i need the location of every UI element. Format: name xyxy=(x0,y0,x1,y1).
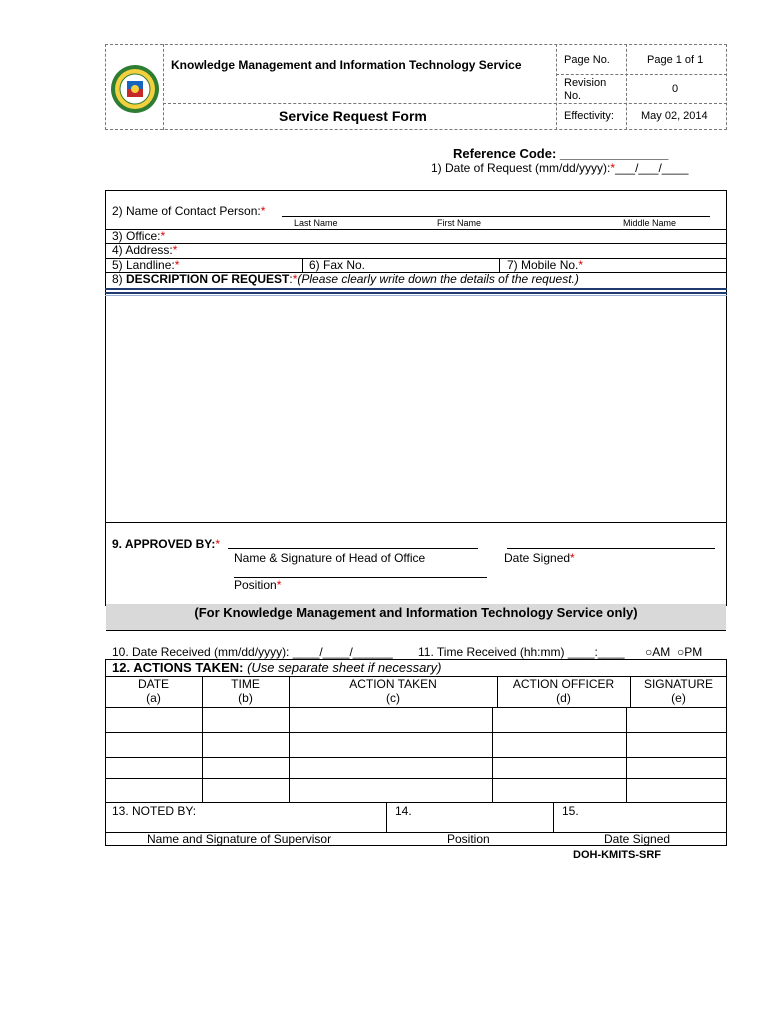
page-no-label: Page No. xyxy=(564,54,610,66)
header-divider xyxy=(556,44,557,130)
kmits-only-banner: (For Knowledge Management and Information Technology Service only) xyxy=(106,604,726,631)
cell-divider xyxy=(302,258,303,272)
col-sub: (e) xyxy=(671,691,686,705)
actions-taken-label xyxy=(112,660,441,675)
contact-person-text: 2) Name of Contact Person: xyxy=(112,204,261,218)
date-blanks: ___/___/____ xyxy=(615,161,689,175)
form-title: Service Request Form xyxy=(279,108,427,124)
radio-icon: ○ xyxy=(677,645,685,659)
col-header-time xyxy=(202,677,289,705)
header-divider xyxy=(163,103,727,104)
landline-field[interactable] xyxy=(112,258,179,272)
col-title: DATE xyxy=(137,677,170,691)
name-signature-caption: Name & Signature of Head of Office xyxy=(234,551,426,565)
contact-name-line[interactable] xyxy=(282,216,710,217)
time-received[interactable]: 11. Time Received (hh:mm) ____:____ xyxy=(418,645,625,659)
required-asterisk: * xyxy=(172,243,178,257)
required-asterisk: * xyxy=(292,272,298,286)
section-separator xyxy=(105,288,727,290)
date-of-request-label: 1) Date of Request (mm/dd/yyyy): xyxy=(431,161,611,175)
position-text: Position xyxy=(234,578,277,592)
header-divider xyxy=(163,44,164,130)
desc-hint: (Please clearly write down the details of the request.) xyxy=(297,272,579,286)
mobile-label: 7) Mobile No. xyxy=(507,258,579,272)
section-separator xyxy=(105,292,727,294)
required-asterisk: * xyxy=(174,258,180,272)
field-14-label: 14. xyxy=(395,804,412,818)
date-received[interactable]: 10. Date Received (mm/dd/yyyy): ____/____/______ xyxy=(112,645,393,659)
table-row-line xyxy=(105,757,727,758)
effectivity-value: May 02, 2014 xyxy=(641,110,708,122)
first-name-caption: First Name xyxy=(437,218,482,228)
required-asterisk: * xyxy=(215,537,221,551)
col-divider xyxy=(626,707,627,802)
form-code: DOH-KMITS-SRF xyxy=(573,849,661,861)
am-label: AM xyxy=(652,645,671,659)
approved-by-text: 9. APPROVED BY: xyxy=(112,537,216,551)
col-title: TIME xyxy=(231,677,260,691)
col-title: ACTION TAKEN xyxy=(349,677,437,691)
date-signed-line[interactable] xyxy=(507,548,715,549)
am-option[interactable] xyxy=(645,645,670,659)
col-sub: (c) xyxy=(386,691,400,705)
required-asterisk: * xyxy=(610,161,616,175)
pm-option[interactable] xyxy=(677,645,702,659)
row-line xyxy=(105,258,727,259)
row-line xyxy=(105,243,727,244)
landline-label: 5) Landline: xyxy=(112,258,175,272)
date-signed-caption: Date Signed xyxy=(604,832,671,846)
header-divider xyxy=(626,44,627,130)
address-label: 4) Address: xyxy=(112,243,173,257)
date-signed-caption xyxy=(504,551,575,565)
required-asterisk: * xyxy=(578,258,584,272)
radio-icon: ○ xyxy=(645,645,653,659)
cell-divider xyxy=(499,258,500,272)
date-signed-text: Date Signed xyxy=(504,551,571,565)
col-divider xyxy=(492,707,493,802)
position-caption xyxy=(234,578,281,592)
required-asterisk: * xyxy=(570,551,575,565)
reference-code: Reference Code: _______________ xyxy=(453,146,669,161)
revision-label: Revision No. xyxy=(564,77,607,102)
pm-label: PM xyxy=(684,645,703,659)
col-header-action-taken xyxy=(289,677,497,705)
contact-person-label xyxy=(112,204,265,218)
position-caption: Position xyxy=(447,832,490,846)
field-15-label: 15. xyxy=(562,804,579,818)
revision-value: 0 xyxy=(672,83,679,95)
address-field[interactable] xyxy=(112,243,177,257)
agency-name: Knowledge Management and Information Technology Service xyxy=(171,58,522,72)
desc-prefix: 8) xyxy=(112,272,127,286)
table-row-line xyxy=(105,802,727,803)
col-title: ACTION OFFICER xyxy=(512,677,615,691)
office-field[interactable] xyxy=(112,229,165,243)
table-row-line xyxy=(105,778,727,779)
col-divider xyxy=(553,802,554,832)
fax-field[interactable]: 6) Fax No. xyxy=(309,258,366,272)
table-row-line xyxy=(105,732,727,733)
row-line xyxy=(105,522,727,523)
office-label: 3) Office: xyxy=(112,229,161,243)
col-sub: (a) xyxy=(146,691,161,705)
desc-label-text: DESCRIPTION OF REQUEST xyxy=(126,272,290,286)
approved-by-label xyxy=(112,537,220,551)
effectivity-label: Effectivity: xyxy=(564,110,614,122)
col-header-signature xyxy=(630,677,727,705)
supervisor-signature-caption: Name and Signature of Supervisor xyxy=(147,832,332,846)
description-textarea[interactable] xyxy=(106,297,726,522)
doh-seal-logo xyxy=(110,64,160,114)
required-asterisk: * xyxy=(260,204,266,218)
table-row-line xyxy=(105,707,727,708)
col-divider xyxy=(386,802,387,832)
col-sub: (b) xyxy=(238,691,253,705)
header-divider xyxy=(556,74,727,75)
mobile-field[interactable] xyxy=(507,258,583,272)
desc-colon: : xyxy=(289,272,293,286)
actions-hint: (Use separate sheet if necessary) xyxy=(247,660,442,675)
col-title: SIGNATURE xyxy=(643,677,714,691)
last-name-caption: Last Name xyxy=(294,218,338,228)
actions-label-text: 12. ACTIONS TAKEN: xyxy=(112,660,244,675)
col-header-date xyxy=(105,677,202,705)
section-separator xyxy=(105,295,727,296)
middle-name-caption: Middle Name xyxy=(623,218,677,228)
row-line xyxy=(105,229,727,230)
page-no-value: Page 1 of 1 xyxy=(647,54,704,66)
col-header-action-officer xyxy=(497,677,630,705)
required-asterisk: * xyxy=(160,229,166,243)
noted-by-label: 13. NOTED BY: xyxy=(112,804,197,818)
signature-line[interactable] xyxy=(228,548,478,549)
col-sub: (d) xyxy=(556,691,571,705)
date-of-request xyxy=(431,161,688,175)
required-asterisk: * xyxy=(276,578,282,592)
description-label xyxy=(112,272,579,286)
